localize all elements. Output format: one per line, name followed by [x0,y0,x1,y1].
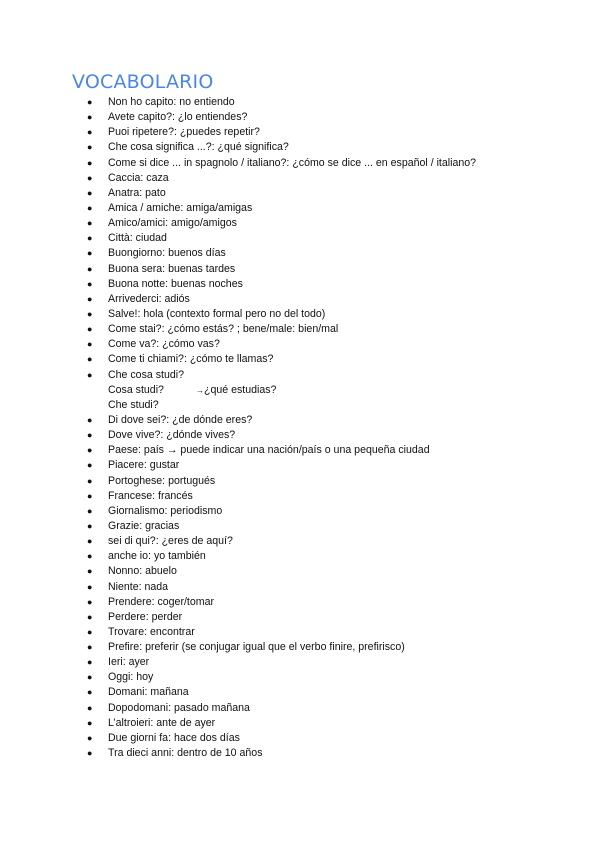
bullet-icon: ● [87,520,93,531]
bullet-icon: ● [87,657,93,668]
bullet-icon: ● [87,611,93,622]
bullet-icon: ● [87,732,93,743]
bullet-icon: ● [87,536,93,547]
page-title: VOCABOLARIO [72,71,214,93]
bullet-icon: ● [87,202,93,213]
bullet-icon: ● [87,248,93,259]
bullet-icon: ● [87,551,93,562]
bullet-icon: ● [87,127,93,138]
bullet-icon: ● [87,263,93,274]
bullet-icon: ● [87,218,93,229]
document-page: VOCABOLARIO ● Non ho capito: no entiendo ● Avete capito?: ¿lo entiendes? ● Puoi ripetere?: ¿puedes repetir? ● Che cosa significa ...?: ¿qué significa? ● Come si dice ... in spagnolo / italiano?: ¿cómo se dice ... en español / italiano? ● Caccia: caza ● Anatra: pato ● Amica / amiche: amiga/amigas ● Amico/amici: amigo/amigos ● Città: ciudad ● Buongiorno: buenos días ● Buona sera: buenas tardes ● Buona notte: buenas noches ● Arrivederci: adiós ● Salve!: hola (contexto formal pero no del todo) ● Come stai?: ¿cómo estás? ; bene/male: bien/mal ● Come va?: ¿cómo vas? ● Come ti chiami?: ¿cómo te llamas? ● Che cosa studi? Cosa studi? → ¿qué estudias? Che studi? ● Di dove sei?: ¿de dónde eres? ● Dove vive?: ¿dónde vives? ● Paese: país → puede indicar una nación/país o una pequeña ciudad ● Piacere: gustar ● Portoghese: portugués ● Francese: francés ● Giornalismo: periodismo ● Grazie: gracias ● sei di qui?: ¿eres de aquí? ● anche io: yo también ● Nonno: abuelo ● Niente: nada ● Prendere: coger/tomar ● Perdere: perder ● Trovare: encontrar ● Prefire: preferir (se conjugar igual que el verbo finire, prefirisco) ● Ieri: ayer ● Oggi: hoy ● Domani: mañana ● Dopodomani: pasado mañana ● L’altroieri: ante de ayer ● Due giorni fa: hace dos días ● Tra dieci anni: dentro de 10 años [0,0,600,848]
bullet-icon: ● [87,187,93,198]
bullet-icon: ● [87,687,93,698]
bullet-icon: ● [87,445,93,456]
bullet-icon: ● [87,414,93,425]
bullet-icon: ● [87,475,93,486]
bullet-icon: ● [87,278,93,289]
bullet-icon: ● [87,748,93,759]
bullet-icon: ● [87,157,93,168]
bullet-icon: ● [87,626,93,637]
bullet-icon: ● [87,172,93,183]
bullet-icon: ● [87,293,93,304]
bullet-icon: ● [87,672,93,683]
bullet-icon: ● [87,97,93,107]
bullet-icon: ● [87,354,93,365]
bullet-icon: ● [87,369,93,380]
bullet-icon: ● [87,702,93,713]
bullet-icon: ● [87,717,93,728]
bullet-icon: ● [87,505,93,516]
bullet-icon: ● [87,642,93,653]
bullet-icon: ● [87,308,93,319]
bullet-icon: ● [87,596,93,607]
bullet-icon: ● [87,581,93,592]
bullet-icon: ● [87,324,93,335]
bullet-icon: ● [87,430,93,441]
bullet-icon: ● [87,142,93,153]
bullet-icon: ● [87,490,93,501]
bullet-icon: ● [87,112,93,123]
arrow-right-icon: → [196,385,204,395]
bullet-icon: ● [87,339,93,350]
bullet-icon: ● [87,460,93,471]
bullet-icon: ● [87,233,93,244]
bullet-icon: ● [87,566,93,577]
